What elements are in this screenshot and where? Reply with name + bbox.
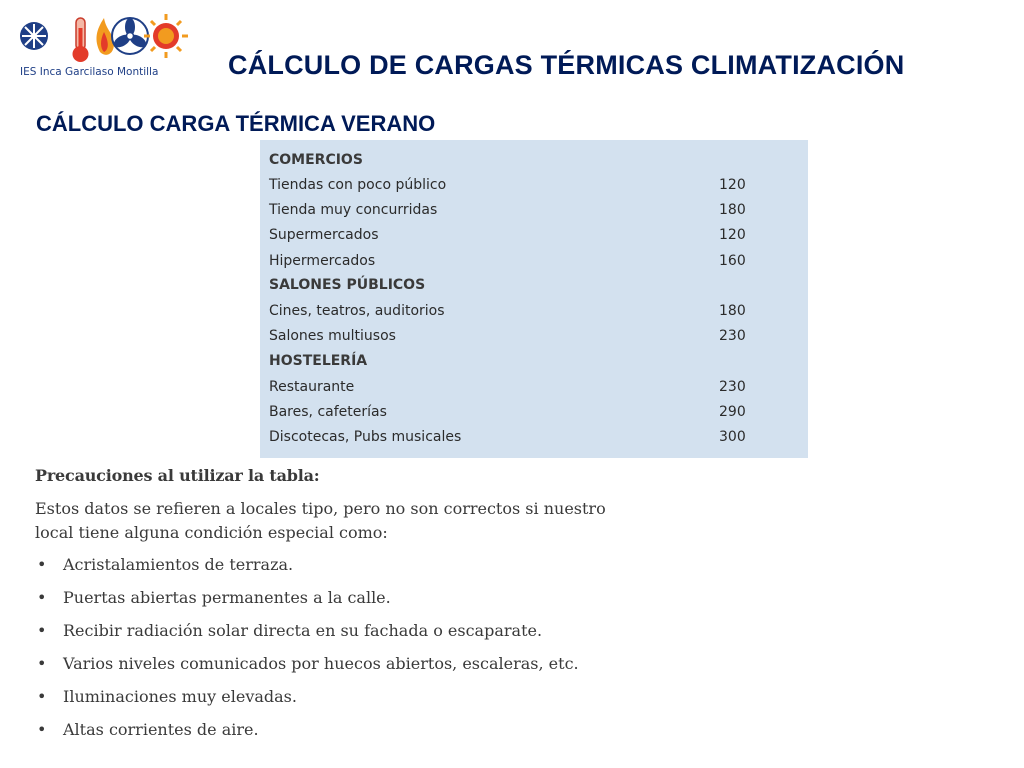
row-value: 160 — [719, 253, 746, 269]
list-item-text: Varios niveles comunicados por huecos abiertos, escaleras, etc. — [63, 654, 579, 673]
row-name: Hipermercados — [269, 253, 376, 269]
list-item — [35, 652, 675, 685]
row-value: 180 — [719, 202, 746, 218]
school-logo — [14, 14, 190, 84]
table-section-row — [269, 148, 799, 172]
precautions-section — [35, 466, 675, 751]
table-row — [269, 375, 799, 399]
row-name: Tienda muy concurridas — [269, 202, 438, 218]
list-item-text: Puertas abiertas permanentes a la calle. — [63, 588, 391, 607]
table-row — [269, 198, 799, 222]
table-row — [269, 249, 799, 273]
bullet-icon: • — [37, 654, 47, 673]
list-item-text: Iluminaciones muy elevadas. — [63, 687, 297, 706]
list-item-text: Recibir radiación solar directa en su fachada o escaparate. — [63, 621, 543, 640]
row-name: Supermercados — [269, 227, 379, 243]
row-name: SALONES PÚBLICOS — [269, 277, 426, 293]
row-name: Discotecas, Pubs musicales — [269, 429, 462, 445]
list-item — [35, 553, 675, 586]
table-row — [269, 400, 799, 424]
row-name: Tiendas con poco público — [269, 177, 447, 193]
row-name: Cines, teatros, auditorios — [269, 303, 445, 319]
thermal-load-table — [260, 140, 808, 458]
table-row — [269, 223, 799, 247]
table-row — [269, 173, 799, 197]
sun-icon — [144, 14, 188, 58]
precautions-list — [35, 553, 675, 751]
bullet-icon: • — [37, 621, 47, 640]
list-item — [35, 685, 675, 718]
row-name: HOSTELERÍA — [269, 353, 368, 369]
table-section-row — [269, 273, 799, 297]
row-value: 180 — [719, 303, 746, 319]
precautions-intro: Estos datos se refieren a locales tipo, pero no son correctos si nuestro local tiene alguna condición especial como: — [35, 499, 606, 542]
snowflake-icon — [20, 22, 48, 50]
row-value: 120 — [719, 177, 746, 193]
row-name: Restaurante — [269, 379, 355, 395]
row-value: 230 — [719, 328, 746, 344]
section-subtitle: CÁLCULO CARGA TÉRMICA VERANO — [36, 111, 436, 136]
row-value: 300 — [719, 429, 746, 445]
fan-icon — [112, 18, 149, 54]
thermometer-icon — [73, 18, 89, 62]
row-value: 230 — [719, 379, 746, 395]
page-title: CÁLCULO DE CARGAS TÉRMICAS CLIMATIZACIÓN — [228, 50, 905, 80]
bullet-icon: • — [37, 687, 47, 706]
logo-caption: IES Inca Garcilaso Montilla — [20, 66, 159, 78]
row-name: Salones multiusos — [269, 328, 396, 344]
bullet-icon: • — [37, 588, 47, 607]
list-item — [35, 619, 675, 652]
precautions-title: Precauciones al utilizar la tabla: — [35, 466, 320, 485]
row-value: 120 — [719, 227, 746, 243]
table-row — [269, 425, 799, 449]
list-item — [35, 586, 675, 619]
bullet-icon: • — [37, 555, 47, 574]
logo-graphic — [14, 14, 190, 64]
row-name: COMERCIOS — [269, 152, 363, 168]
list-item-text: Altas corrientes de aire. — [63, 720, 259, 739]
table-row — [269, 299, 799, 323]
table-section-row — [269, 349, 799, 373]
row-name: Bares, cafeterías — [269, 404, 387, 420]
list-item — [35, 718, 675, 751]
row-value: 290 — [719, 404, 746, 420]
table-row — [269, 324, 799, 348]
list-item-text: Acristalamientos de terraza. — [63, 555, 294, 574]
bullet-icon: • — [37, 720, 47, 739]
